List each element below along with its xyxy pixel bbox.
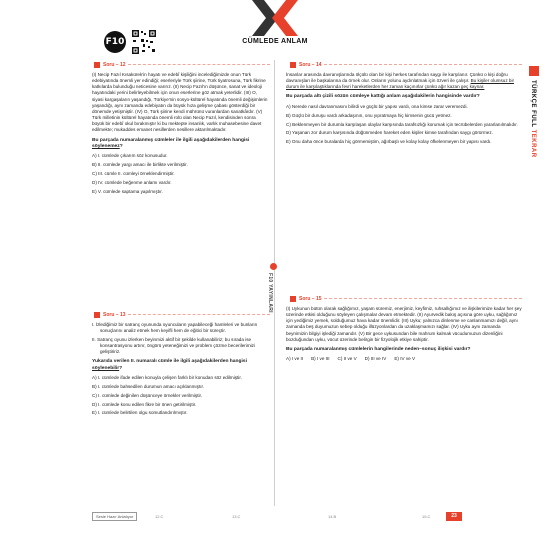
q13-stem-c: ? [119, 365, 123, 371]
page-title: CÜMLEDE ANLAM [242, 38, 308, 45]
dashed-rule [324, 298, 522, 299]
square-bullet-icon [290, 296, 296, 302]
q12-option-a[interactable]: A) I. cümlede çıkarım söz konusudur. [92, 153, 168, 159]
side-tab-label [530, 80, 536, 158]
q14-label: Soru – 14 [299, 61, 322, 68]
q15-options [286, 356, 522, 362]
q15-option-b[interactable]: B) I ve III [311, 356, 330, 362]
side-tab-label-part2: TEKRAR [530, 129, 536, 158]
q15-body [286, 306, 522, 363]
q13-option-b[interactable]: B) I. cümlede bahsedilen durumun amacı açıklanmıştır. [92, 383, 205, 389]
q14-paragraph [286, 72, 522, 90]
q13-option-c[interactable]: C) I. cümlede değinilen düşünceye örnekler verilmiştir. [92, 392, 203, 398]
q13-stem [92, 359, 268, 372]
q13-body [92, 322, 268, 419]
q14-stem: Bu parçada altı çizili sözün cümleye kattığı anlam aşağıdakilerin hangisinde vardır? [286, 94, 480, 100]
q14-option-b[interactable]: B) Güçlü bir duruşu vardı arkadaşının, onu yıpratmaya hiç kimsenin gücü yetmez. [286, 112, 452, 118]
dashed-rule [324, 64, 522, 65]
q14-option-d[interactable]: D) Yaşanan zor durum karşısında düğünmeden hareket eden kişiler kimse tarafından saygı görürmez. [286, 130, 493, 136]
q12-stem [92, 138, 268, 151]
q15-header [290, 294, 522, 303]
footer-answer-15: 15.C [422, 514, 431, 519]
q15-label: Soru – 15 [299, 295, 322, 302]
footer [92, 512, 462, 522]
q13-stem-b: söylenebilir [92, 365, 120, 371]
center-brand-label: F10 YAYINLARI [267, 273, 273, 313]
q14-body [286, 72, 522, 148]
square-bullet-icon [94, 62, 100, 68]
q15-option-a[interactable]: A) I ve II [286, 356, 304, 362]
q13-items [92, 322, 268, 355]
square-bullet-icon [94, 312, 100, 318]
q15-option-c[interactable]: C) II ve V [337, 356, 357, 362]
q14-header [290, 60, 522, 69]
q13-options [92, 375, 268, 417]
q13-header [94, 310, 270, 319]
dashed-rule [128, 314, 270, 315]
q12-paragraph: (I) Necip Fazıl Kısakürek'in hayatı ve edebî kişiliğini incelediğimizde onun Türk edebiyatında önemli yer edindiği; eserleriyle Türk şiirine, Türk tiyatrosuna, Türk fikrine katkılarda bulunduğu neticesine varırız. (II) Necip Fazıl'ın düşünce, sanat ve ideoloji hayatındaki yerini belirleyebilmek için onun eserlerine göz atmak yeterlidir. (III) O, siyasi kargaşaların yaşandığı, Türkiye'nin sosyo-kültürel hayatında önemli değişimlerin yaşandığı, aynı zamanda edebiyatın da büyük hıza gelişme çabası gösterdiği bir dönemde yetişmiştir. (IV) O, Türk şiirine kendi mührünü vuranlardan sanatkârdır. (V) Türk milletinin kültürel hayatında önemli rolü olan Necip Fazıl, kendisinden sonra büyük bir edebî okul bırakmıştır ki bu mektepte insanlık, varlık muhasebesine davet edilmekte; mukaddes emanet nesillerden nesillere aktarılmaktadır. [92, 72, 268, 133]
footer-book-title: Sesle Hazır Anlatıyor [92, 512, 137, 521]
q14-options [286, 104, 522, 146]
q12-header [94, 60, 270, 69]
q15-paragraph: (I) Uykunun bütün olarak sağlığımız, yaşam süremiz, enerjimiz, keyfimiz, ruhsallığımız ve ilişkilerimize kadar her şey üzerinde etkisi olduğunu söyleyen çalışmalar devam etmektedir. (II) Ayurvedik bakış açısına göre uyku, sağlığımız için yediğimiz yemek, solduğumuz hava kadar önemlidir. (III) Uyku; yalnızca dinlenme ve canlanmamızı değil, aynı zamanda beş duyumuzun sebep olduğu illüzyonlardan da uzaklaşmamızı sağlar. (IV) Uyku aynı zamanda beynimizin bilgiyi işlediği zamandır. (V) Bir gece uykusundan bile mahrum kalmak vücudumuzun dizenliğini bozduğundan uyku, vücut üzerinde belirgin bir fizyolojik etkiye sahiptir. [286, 306, 522, 342]
q12-option-c[interactable]: C) III. cümle II. cümleyi örneklendirmiştir. [92, 171, 175, 177]
q14-paragraph-a: İnsanlar arasında davranışlarında ölçülü olan bir kişi herkes tarafından saygı ile karşılanır. Çünkü o kişi doğru davranışları ile başkalarına da örnek olur. Onların yolunu aydınlatmak için özveri ile çalışır. [286, 72, 508, 84]
q13-option-e[interactable]: E) I. cümlede belirtilen olgu somutlandırılmıştır. [92, 410, 188, 416]
q14-option-c[interactable]: C) Beklenmeyen bir durumla karşılaşan olaylar karşısında tarafsızlığı korumak için tecrübelerden yararlanılmalıdır. [286, 121, 518, 127]
q12-body [92, 72, 268, 198]
footer-answer-14: 14.B [328, 514, 337, 519]
q12-label: Soru – 12 [103, 61, 126, 68]
q14-paragraph-b: Bu kişiler olumsuz bir durum ile karşılaştıklarında fevri hareketlerden her zaman kaçınırlar çünkü ağır kazan geç kaynar. [286, 78, 515, 90]
page-number: 23 [446, 512, 462, 521]
dashed-rule [128, 64, 270, 65]
chevron-mark-icon [252, 0, 298, 36]
q13-stem-a: Yukarıda verilen II. numaralı cümle ile ilgili aşağıdakilerden hangisi [92, 359, 247, 365]
publisher-logo: F10 [104, 31, 126, 53]
side-tab-label-part1: TÜRKÇE FULL [530, 80, 536, 130]
q12-stem-c: ? [119, 143, 123, 149]
q15-option-d[interactable]: D) III ve IV [364, 356, 387, 362]
q12-options [92, 153, 268, 195]
q13-option-a[interactable]: A) I. cümlede ifade edilen konuyla çelişen farklı bir konudan söz edilmiştir. [92, 375, 242, 381]
q12-option-e[interactable]: E) V. cümlede saptama yapılmıştır. [92, 188, 163, 194]
q14-option-a[interactable]: A) Nerede nasıl davranmasını bilirdi ve güçlü bir yapısı vardı, ona kimse zarar veremezdi. [286, 103, 468, 109]
q13-item-2: II. Satranç oyunu izlerken beyinmizi aktif bir şekilde kullanabiliriz; bu sırada ise konsantrasyonu artırır, öngörü yeteneğimizi ve problem çözme becerilerimizi geliştiririz. [92, 336, 255, 355]
footer-answer-13: 13.C [232, 514, 241, 519]
q12-option-d[interactable]: D) IV. cümlede beğenme anlamı vardır. [92, 179, 172, 185]
q14-option-e[interactable]: E) Onu daha önce buralarda hiç görmemiştim, ağırbaşlı ve kolay kolay öfkelenmeyen bir yapısı vardı. [286, 139, 492, 145]
side-tab-marker [529, 66, 539, 76]
q12-option-b[interactable]: B) II. cümlede yargı amacı ile birlikte verilmiştir. [92, 162, 188, 168]
q15-option-e[interactable]: E) IV ve V [394, 356, 416, 362]
q12-stem-a: Bu parçada numaralanmış cümleler ile ilgili aşağıdakilerden hangisi [92, 137, 250, 143]
footer-answer-12: 12.C [155, 514, 164, 519]
q15-stem: Bu parçada numaralanmış cümlelerin hangilerinde neden–sonuç ilişkisi vardır? [286, 346, 471, 352]
q12-stem-b: söylenemez [92, 143, 120, 149]
q13-option-d[interactable]: D) I. cümlede konu edilen fikre bir önen getirilmiştir. [92, 401, 197, 407]
brand-dot-icon [270, 263, 277, 270]
square-bullet-icon [290, 62, 296, 68]
q13-label: Soru – 13 [103, 311, 126, 318]
q13-item-1: I. İzlediğimiz bir satranç oyununda oyuncuların yapabileceği hamleleri ve bunların sonuçlarını analiz etmek hem keyifli hem de eğitici bir süreçtir. [92, 322, 258, 334]
side-tab [529, 66, 539, 256]
